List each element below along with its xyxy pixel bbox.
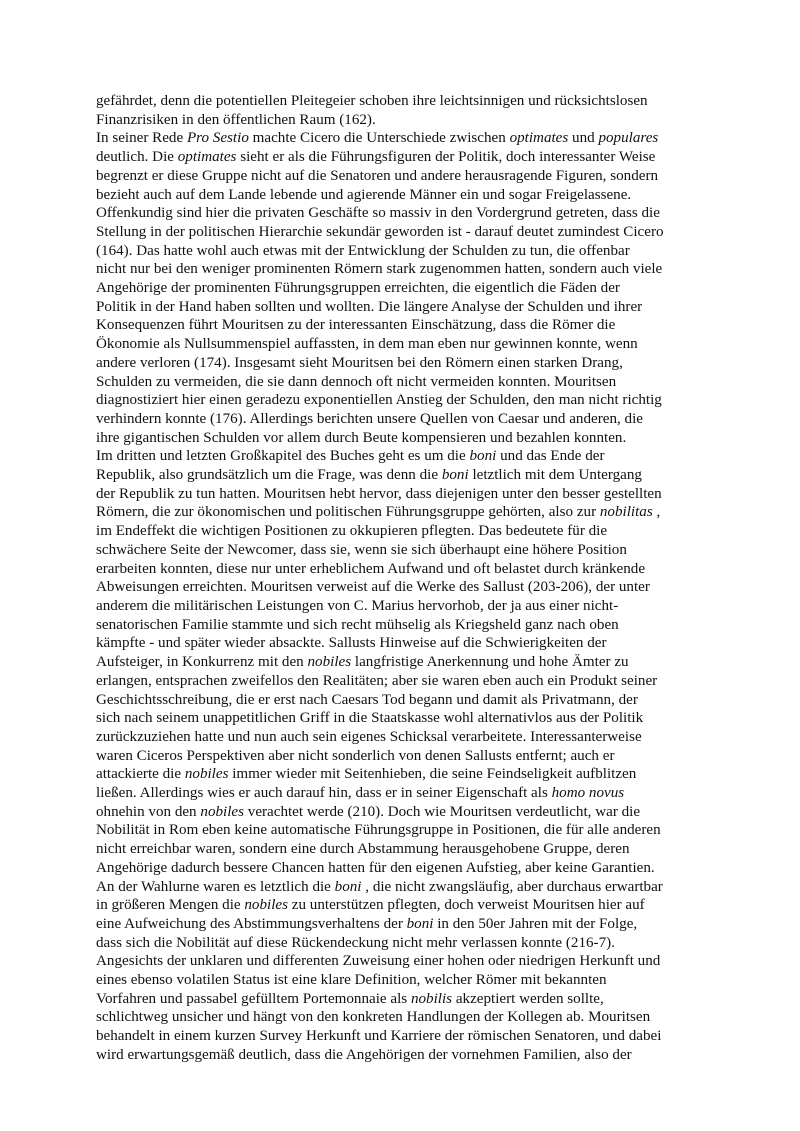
text-segment: Ökonomie als Nullsummenspiel auffassten, in dem man eben nur gewinnen konnte, wenn xyxy=(96,336,638,353)
text-line xyxy=(96,335,714,354)
text-segment: anderem die militärischen Leistungen von C. Marius hervorhob, der ja aus einer nicht- xyxy=(96,597,619,614)
text-segment: kämpfte - und später wieder absackte. Sallusts Hinweise auf die Schwierigkeiten der xyxy=(96,635,607,652)
text-segment: in größeren Mengen die xyxy=(96,897,245,914)
text-segment: der Republik zu tun hatten. Mouritsen hebt hervor, dass diejenigen unter den besser gestellten xyxy=(96,485,662,502)
text-segment: (164). Das hatte wohl auch etwas mit der Entwicklung der Schulden zu tun, die offenbar xyxy=(96,242,630,259)
text-line xyxy=(96,1046,714,1065)
text-line xyxy=(96,522,714,541)
text-segment: senatorischen Familie stammte und sich recht mühselig als Kriegsheld ganz nach oben xyxy=(96,616,619,633)
text-segment: , xyxy=(652,504,661,521)
text-segment: Vorfahren und passabel gefülltem Portemonnaie als xyxy=(96,990,411,1007)
text-line xyxy=(96,279,714,298)
text-line xyxy=(96,952,714,971)
italic-term: populares xyxy=(598,130,659,147)
text-segment: Politik in der Hand haben sollten und wollten. Die längere Analyse der Schulden und ihrer xyxy=(96,298,643,315)
text-segment: Römern, die zur ökonomischen und politischen Führungsgruppe gehörten, also zur xyxy=(96,504,600,521)
text-segment: erarbeiten konnten, diese nur unter erheblichem Aufwand und oft belastet durch kränkende xyxy=(96,560,646,577)
text-line xyxy=(96,260,714,279)
text-segment: Angesichts der unklaren und differenten Zuweisung einer hohen oder niedrigen Herkunft und xyxy=(96,953,661,970)
text-line xyxy=(96,578,714,597)
text-segment: letztlich mit dem Untergang xyxy=(468,467,642,484)
text-segment: nicht nur bei den weniger prominenten Römern stark zugenommen hatten, sondern auch viele xyxy=(96,261,663,278)
text-segment: Schulden zu vermeiden, die sie dann dennoch oft nicht vermeiden konnten. Mouritsen xyxy=(96,373,617,390)
text-line xyxy=(96,672,714,691)
text-line xyxy=(96,709,714,728)
text-line xyxy=(96,485,714,504)
text-line xyxy=(96,111,714,130)
text-line xyxy=(96,410,714,429)
italic-term: optimates xyxy=(509,130,569,147)
text-line xyxy=(96,466,714,485)
italic-term: boni xyxy=(406,915,434,932)
text-line xyxy=(96,691,714,710)
text-segment: zu unterstützen pflegten, doch verweist Mouritsen hier auf xyxy=(287,897,645,914)
document-body xyxy=(96,92,714,1065)
text-line xyxy=(96,391,714,410)
text-line xyxy=(96,878,714,897)
text-segment: diagnostiziert hier einen geradezu exponentiellen Anstieg der Schulden, den man nicht richtig xyxy=(96,392,662,409)
text-segment: behandelt in einem kurzen Survey Herkunft und Karriere der römischen Senatoren, und dabei xyxy=(96,1028,662,1045)
text-segment: Nobilität in Rom eben keine automatische Führungsgruppe in Positionen, die für alle anderen xyxy=(96,822,661,839)
text-segment: im Endeffekt die wichtigen Positionen zu okkupieren pflegten. Das bedeutete für die xyxy=(96,523,608,540)
text-segment: Im dritten und letzten Großkapitel des Buches geht es um die xyxy=(96,448,470,465)
italic-term: nobilitas xyxy=(599,504,653,521)
text-segment: Angehörige dadurch bessere Chancen hatten für den eigenen Aufstieg, aber keine Garantien. xyxy=(96,859,655,876)
text-segment: ihre gigantischen Schulden vor allem durch Beute kompensieren und bezahlen konnten. xyxy=(96,429,627,446)
text-line xyxy=(96,653,714,672)
text-segment: ließen. Allerdings wies er auch darauf hin, dass er in seiner Eigenschaft als xyxy=(96,785,552,802)
text-segment: attackierte die xyxy=(96,766,185,783)
text-segment: nicht erreichbar waren, sondern eine durch Abstammung herausgehobene Gruppe, deren xyxy=(96,841,630,858)
text-segment: Stellung in der politischen Hierarchie sekundär geworden ist - darauf deutet zumindest Cicero xyxy=(96,223,664,240)
text-segment: , die nicht zwangsläufig, aber durchaus erwartbar xyxy=(361,878,663,895)
text-line xyxy=(96,167,714,186)
italic-term: nobiles xyxy=(307,654,352,671)
text-line xyxy=(96,186,714,205)
text-segment: Abweisungen erreichten. Mouritsen verweist auf die Werke des Sallust (203-206), der unter xyxy=(96,579,650,596)
text-line xyxy=(96,597,714,616)
text-segment: immer wieder mit Seitenhieben, die seine Feindseligkeit aufblitzen xyxy=(228,766,637,783)
text-segment: Geschichtsschreibung, die er erst nach Caesars Tod begann und damit als Privatmann, der xyxy=(96,691,638,708)
text-line xyxy=(96,765,714,784)
text-segment: Konsequenzen führt Mouritsen zu der interessanten Einschätzung, dass die Römer die xyxy=(96,317,616,334)
text-line xyxy=(96,840,714,859)
italic-term: boni xyxy=(469,448,497,465)
text-line xyxy=(96,634,714,653)
text-segment: sich nach seinem unappetitlichen Griff in die Staatskasse wohl alternativlos aus der Politik xyxy=(96,710,644,727)
text-line xyxy=(96,971,714,990)
text-segment: zurückzuziehen hatte und nun auch sein eigenes Schicksal verarbeitete. Interessanterweise xyxy=(96,728,642,745)
italic-term: nobiles xyxy=(200,803,244,820)
text-segment: und xyxy=(568,130,599,147)
text-line xyxy=(96,915,714,934)
italic-term: homo novus xyxy=(551,785,625,802)
text-line xyxy=(96,803,714,822)
text-segment: erlangen, entsprachen zweifellos den Realitäten; aber sie waren eben auch ein Produkt seiner xyxy=(96,672,658,689)
text-line xyxy=(96,447,714,466)
text-segment: Angehörige der prominenten Führungsgruppen erreichten, die eigentlich die Fäden der xyxy=(96,280,620,297)
text-line xyxy=(96,204,714,223)
text-segment: akzeptiert werden sollte, xyxy=(452,990,604,1007)
text-line xyxy=(96,354,714,373)
text-line xyxy=(96,1027,714,1046)
text-segment: Offenkundig sind hier die privaten Geschäfte so massiv in den Vordergrund getreten, dass die xyxy=(96,205,660,222)
text-line xyxy=(96,129,714,148)
italic-term: nobilis xyxy=(410,990,453,1007)
text-line xyxy=(96,373,714,392)
text-line xyxy=(96,503,714,522)
text-segment: andere verloren (174). Insgesamt sieht Mouritsen bei den Römern einen starken Drang, xyxy=(96,354,623,371)
text-segment: gefährdet, denn die potentiellen Pleitegeier schoben ihre leichtsinnigen und rücksichtslosen xyxy=(96,93,648,109)
text-line xyxy=(96,92,714,111)
text-segment: An der Wahlurne waren es letztlich die xyxy=(96,878,335,895)
text-line xyxy=(96,784,714,803)
text-line xyxy=(96,541,714,560)
text-line xyxy=(96,859,714,878)
text-segment: wird erwartungsgemäß deutlich, dass die Angehörigen der vornehmen Familien, also der xyxy=(96,1046,632,1063)
text-segment: langfristige Anerkennung und hohe Ämter zu xyxy=(351,654,629,671)
italic-term: optimates xyxy=(177,149,237,166)
italic-term: nobiles xyxy=(244,897,288,914)
text-segment: begrenzt er diese Gruppe nicht auf die Senatoren und andere herausragende Figuren, sondern xyxy=(96,167,659,184)
italic-term: boni xyxy=(334,878,362,895)
text-segment: machte Cicero die Unterschiede zwischen xyxy=(248,130,510,147)
text-line xyxy=(96,990,714,1009)
text-segment: schlichtweg unsicher und hängt von den konkreten Handlungen der Kollegen ab. Mouritsen xyxy=(96,1009,651,1026)
italic-term: boni xyxy=(441,467,469,484)
text-segment: verachtet werde (210). Doch wie Mouritsen verdeutlicht, war die xyxy=(244,803,641,820)
italic-term: nobiles xyxy=(184,766,229,783)
text-line xyxy=(96,728,714,747)
text-line xyxy=(96,934,714,953)
text-line xyxy=(96,747,714,766)
text-segment: schwächere Seite der Newcomer, dass sie, wenn sie sich überhaupt eine höhere Position xyxy=(96,541,627,558)
text-segment: und das Ende der xyxy=(496,448,605,465)
italic-term: Pro Sestio xyxy=(186,130,249,147)
text-segment: eines ebenso volatilen Status ist eine klare Definition, welcher Römer mit bekannten xyxy=(96,972,607,989)
text-segment: Republik, also grundsätzlich um die Frage, was denn die xyxy=(96,467,442,484)
text-line xyxy=(96,821,714,840)
text-segment: eine Aufweichung des Abstimmungsverhaltens der xyxy=(96,915,407,932)
text-segment: sieht er als die Führungsfiguren der Politik, doch interessanter Weise xyxy=(236,149,656,166)
text-segment: Aufsteiger, in Konkurrenz mit den xyxy=(96,654,308,671)
text-line xyxy=(96,1008,714,1027)
text-line xyxy=(96,896,714,915)
text-segment: verhindern konnte (176). Allerdings berichten unsere Quellen von Caesar und anderen, die xyxy=(96,410,643,427)
text-segment: Finanzrisiken in den öffentlichen Raum (162). xyxy=(96,111,376,128)
text-segment: bezieht auch auf dem Lande lebende und agierende Männer ein und sogar Freigelassene. xyxy=(96,186,632,203)
text-line xyxy=(96,148,714,167)
text-segment: In seiner Rede xyxy=(96,130,187,147)
text-segment: in den 50er Jahren mit der Folge, xyxy=(433,915,638,932)
text-line xyxy=(96,223,714,242)
text-segment: deutlich. Die xyxy=(96,149,178,166)
text-segment: dass sich die Nobilität auf diese Rückendeckung nicht mehr verlassen konnte (216-7). xyxy=(96,934,615,951)
text-line xyxy=(96,298,714,317)
text-line xyxy=(96,316,714,335)
text-segment: waren Ciceros Perspektiven aber nicht sonderlich von denen Sallusts entfernt; auch er xyxy=(96,747,615,764)
text-line xyxy=(96,560,714,579)
text-segment: ohnehin von den xyxy=(96,803,201,820)
text-line xyxy=(96,616,714,635)
text-line xyxy=(96,429,714,448)
text-line xyxy=(96,242,714,261)
